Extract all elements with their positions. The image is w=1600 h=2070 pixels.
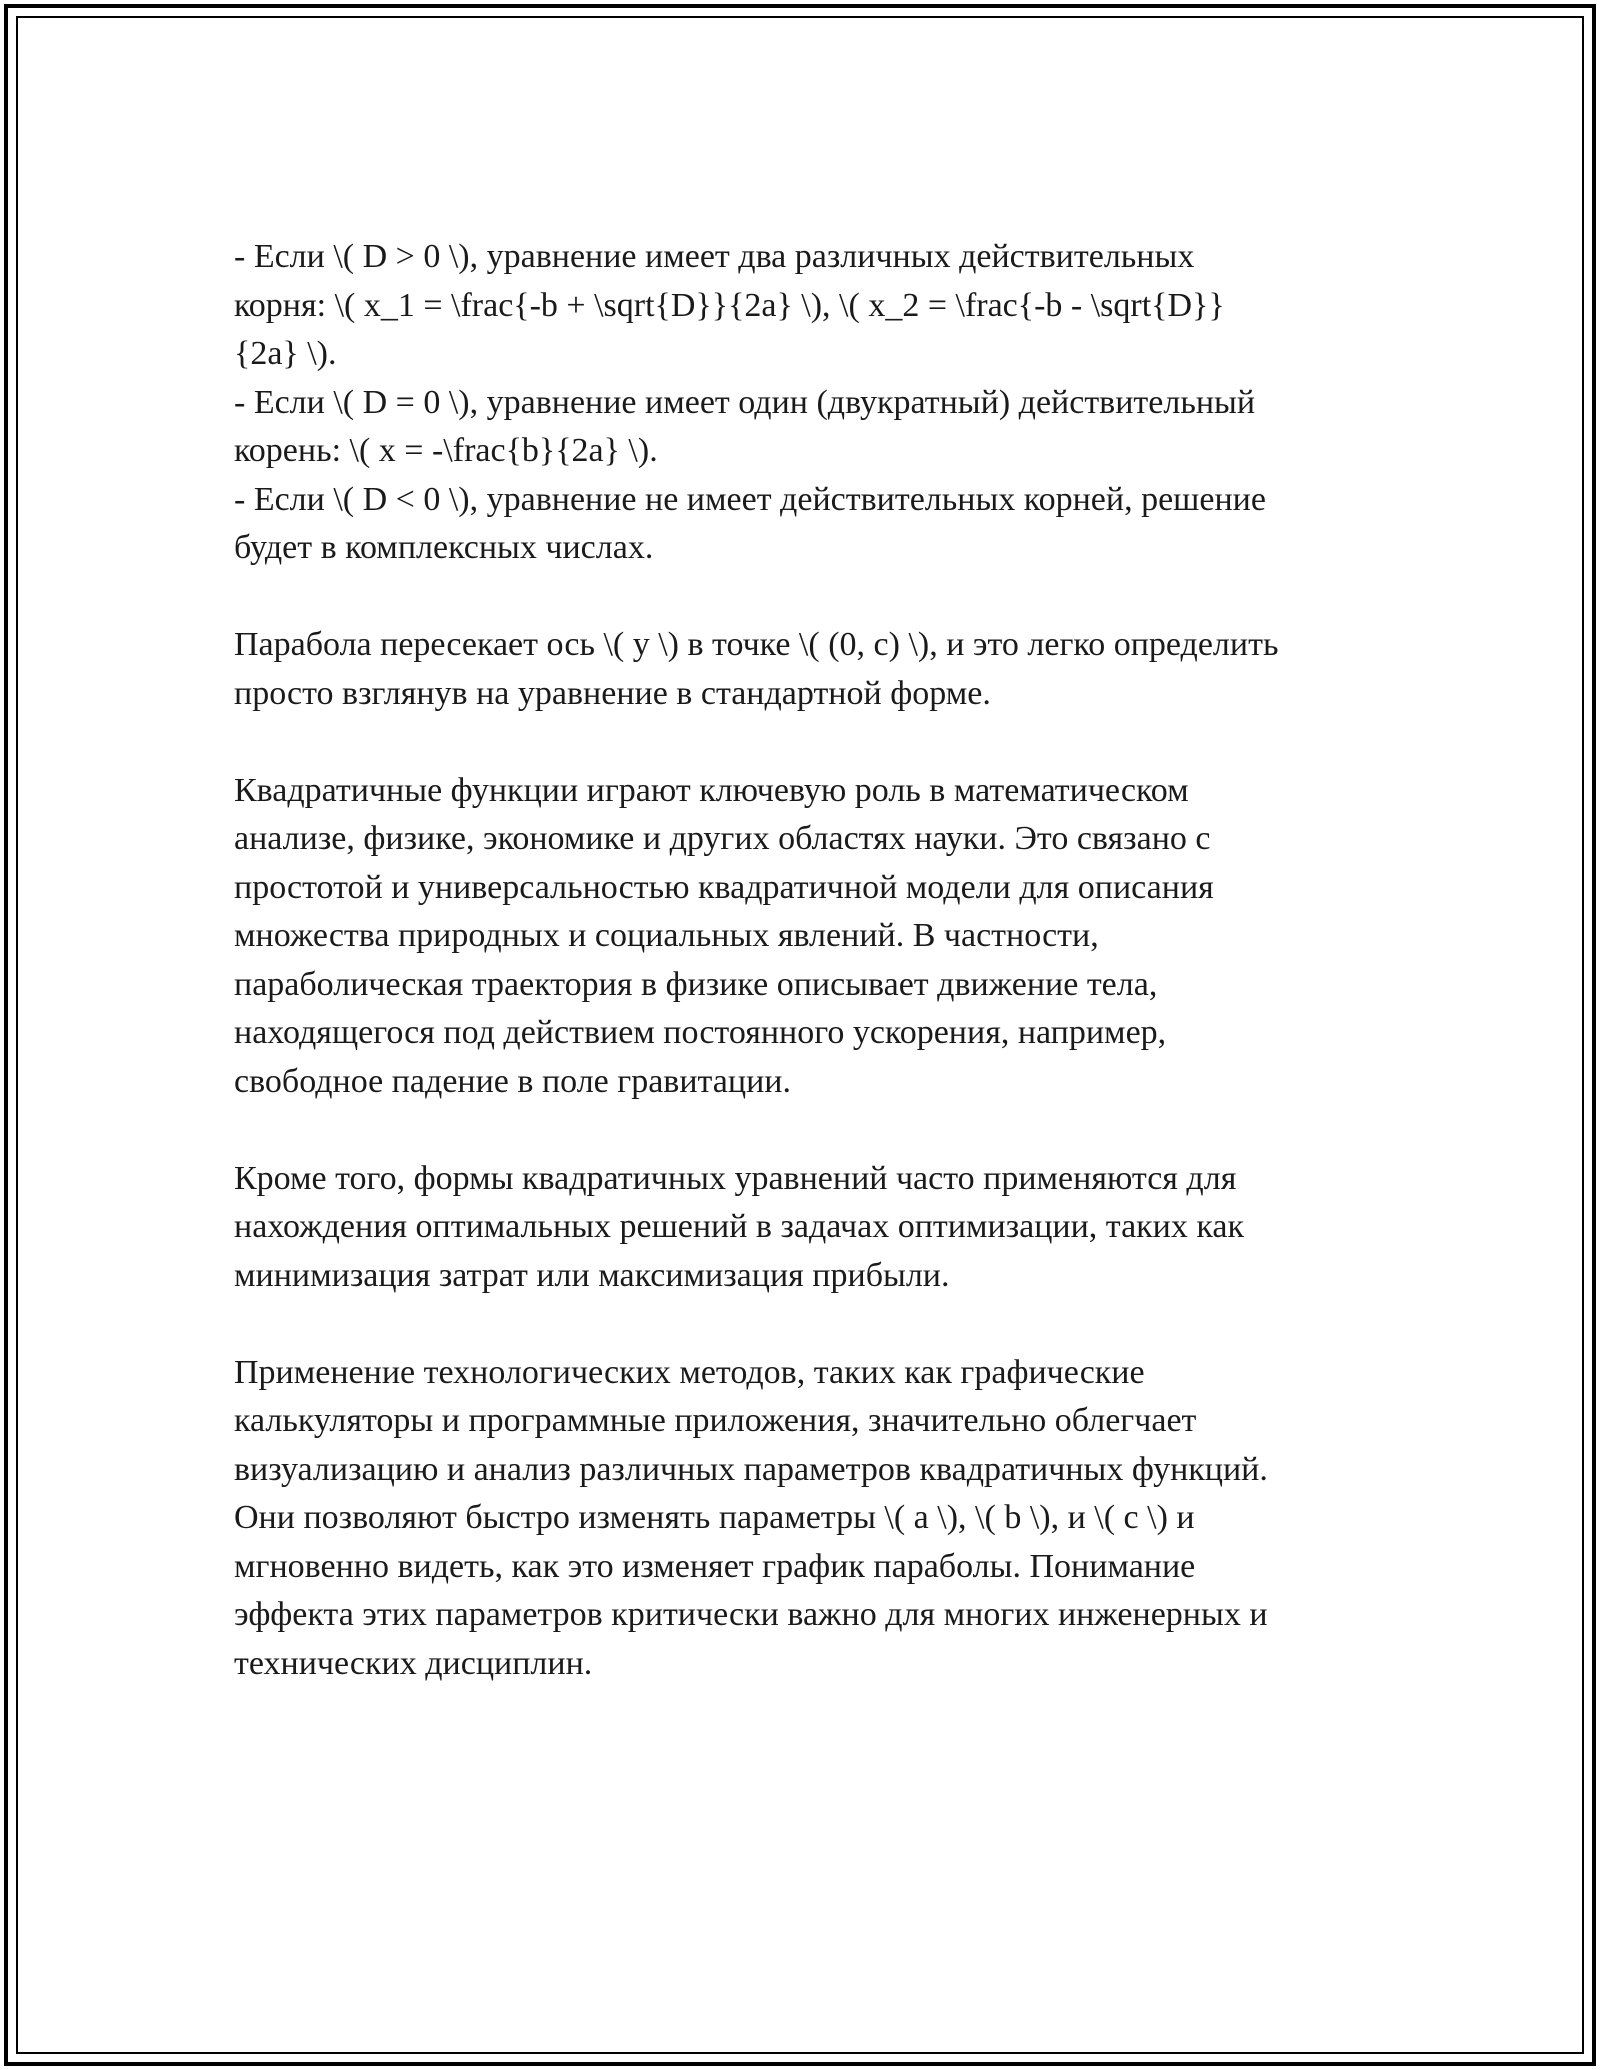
paragraph-y-intercept: Парабола пересекает ось \( y \) в точке \( (0, c) \), и это легко определить просто взглянув на уравнение в стандартной форме. bbox=[234, 626, 1279, 712]
paragraph-applications: Квадратичные функции играют ключевую роль в математическом анализе, физике, экономике и других областях науки. Это связано с простотой и универсальностью квадратичной модели для описания множества природных и социальных явлений. В частности, параболическая траектория в физике описывает движение тела, находящегося под действием постоянного ускорения, например, свободное падение в поле гравитации. bbox=[234, 771, 1214, 1100]
paragraph-discriminant-cases: - Если \( D > 0 \), уравнение имеет два различных действительных корня: \( x_1 = \frac{-b + \sqrt{D}}{2a} \), \( x_2 = \frac{-b - \sqrt{D}} {2a} \). - Если \( D = 0 \), уравнение имеет один (двукратный) действительный корень: \( x = -\frac{b}{2a} \). - Если \( D < 0 \), уравнение не имеет действительных корней, решение будет в комплексных числах. bbox=[234, 238, 1266, 566]
paragraph-technology: Применение технологических методов, таких как графические калькуляторы и программные приложения, значительно облегчает визуализацию и анализ различных параметров квадратичных функций. Они позволяют быстро изменять параметры \( a \), \( b \), и \( c \) и мгновенно видеть, как это изменяет график параболы. Понимание эффекта этих параметров критически важно для многих инженерных и технических дисциплин. bbox=[234, 1353, 1268, 1682]
paragraph-optimization: Кроме того, формы квадратичных уравнений часто применяются для нахождения оптимальных решений в задачах оптимизации, таких как минимизация затрат или максимизация прибыли. bbox=[234, 1159, 1244, 1294]
document-body bbox=[234, 233, 1384, 1688]
